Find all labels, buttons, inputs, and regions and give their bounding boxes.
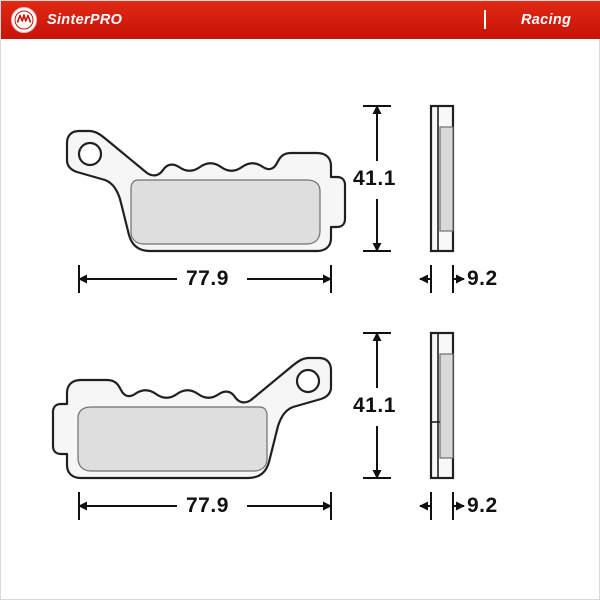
page-header — [1, 1, 600, 39]
category-label: Racing — [521, 12, 572, 28]
upper-width-value: 77.9 — [186, 267, 229, 290]
upper-height-value: 41.1 — [353, 167, 396, 190]
lower-thickness-dimension — [420, 492, 464, 520]
brake-pad-drawing — [1, 39, 600, 601]
lower-width-value: 77.9 — [186, 494, 229, 517]
upper-pad-side-view — [431, 106, 453, 251]
upper-pad-face-view — [67, 131, 345, 251]
diagram-canvas — [1, 39, 600, 601]
header-divider — [484, 10, 486, 29]
upper-thickness-dimension — [420, 265, 464, 293]
lower-pad-mounting-hole — [297, 370, 319, 392]
upper-pad-side-friction — [440, 127, 453, 231]
upper-pad-mounting-hole — [79, 143, 101, 165]
lower-pad-friction-area — [78, 407, 267, 471]
lower-pad-side-friction — [440, 354, 453, 458]
lower-height-value: 41.1 — [353, 394, 396, 417]
upper-thickness-value: 9.2 — [467, 267, 498, 290]
upper-pad-friction-area — [131, 180, 320, 244]
sinterpro-logo-icon — [11, 7, 37, 33]
lower-pad-side-view — [431, 333, 453, 478]
lower-pad-face-view — [53, 358, 331, 478]
lower-thickness-value: 9.2 — [467, 494, 498, 517]
brand-name: SinterPRO — [47, 12, 123, 28]
